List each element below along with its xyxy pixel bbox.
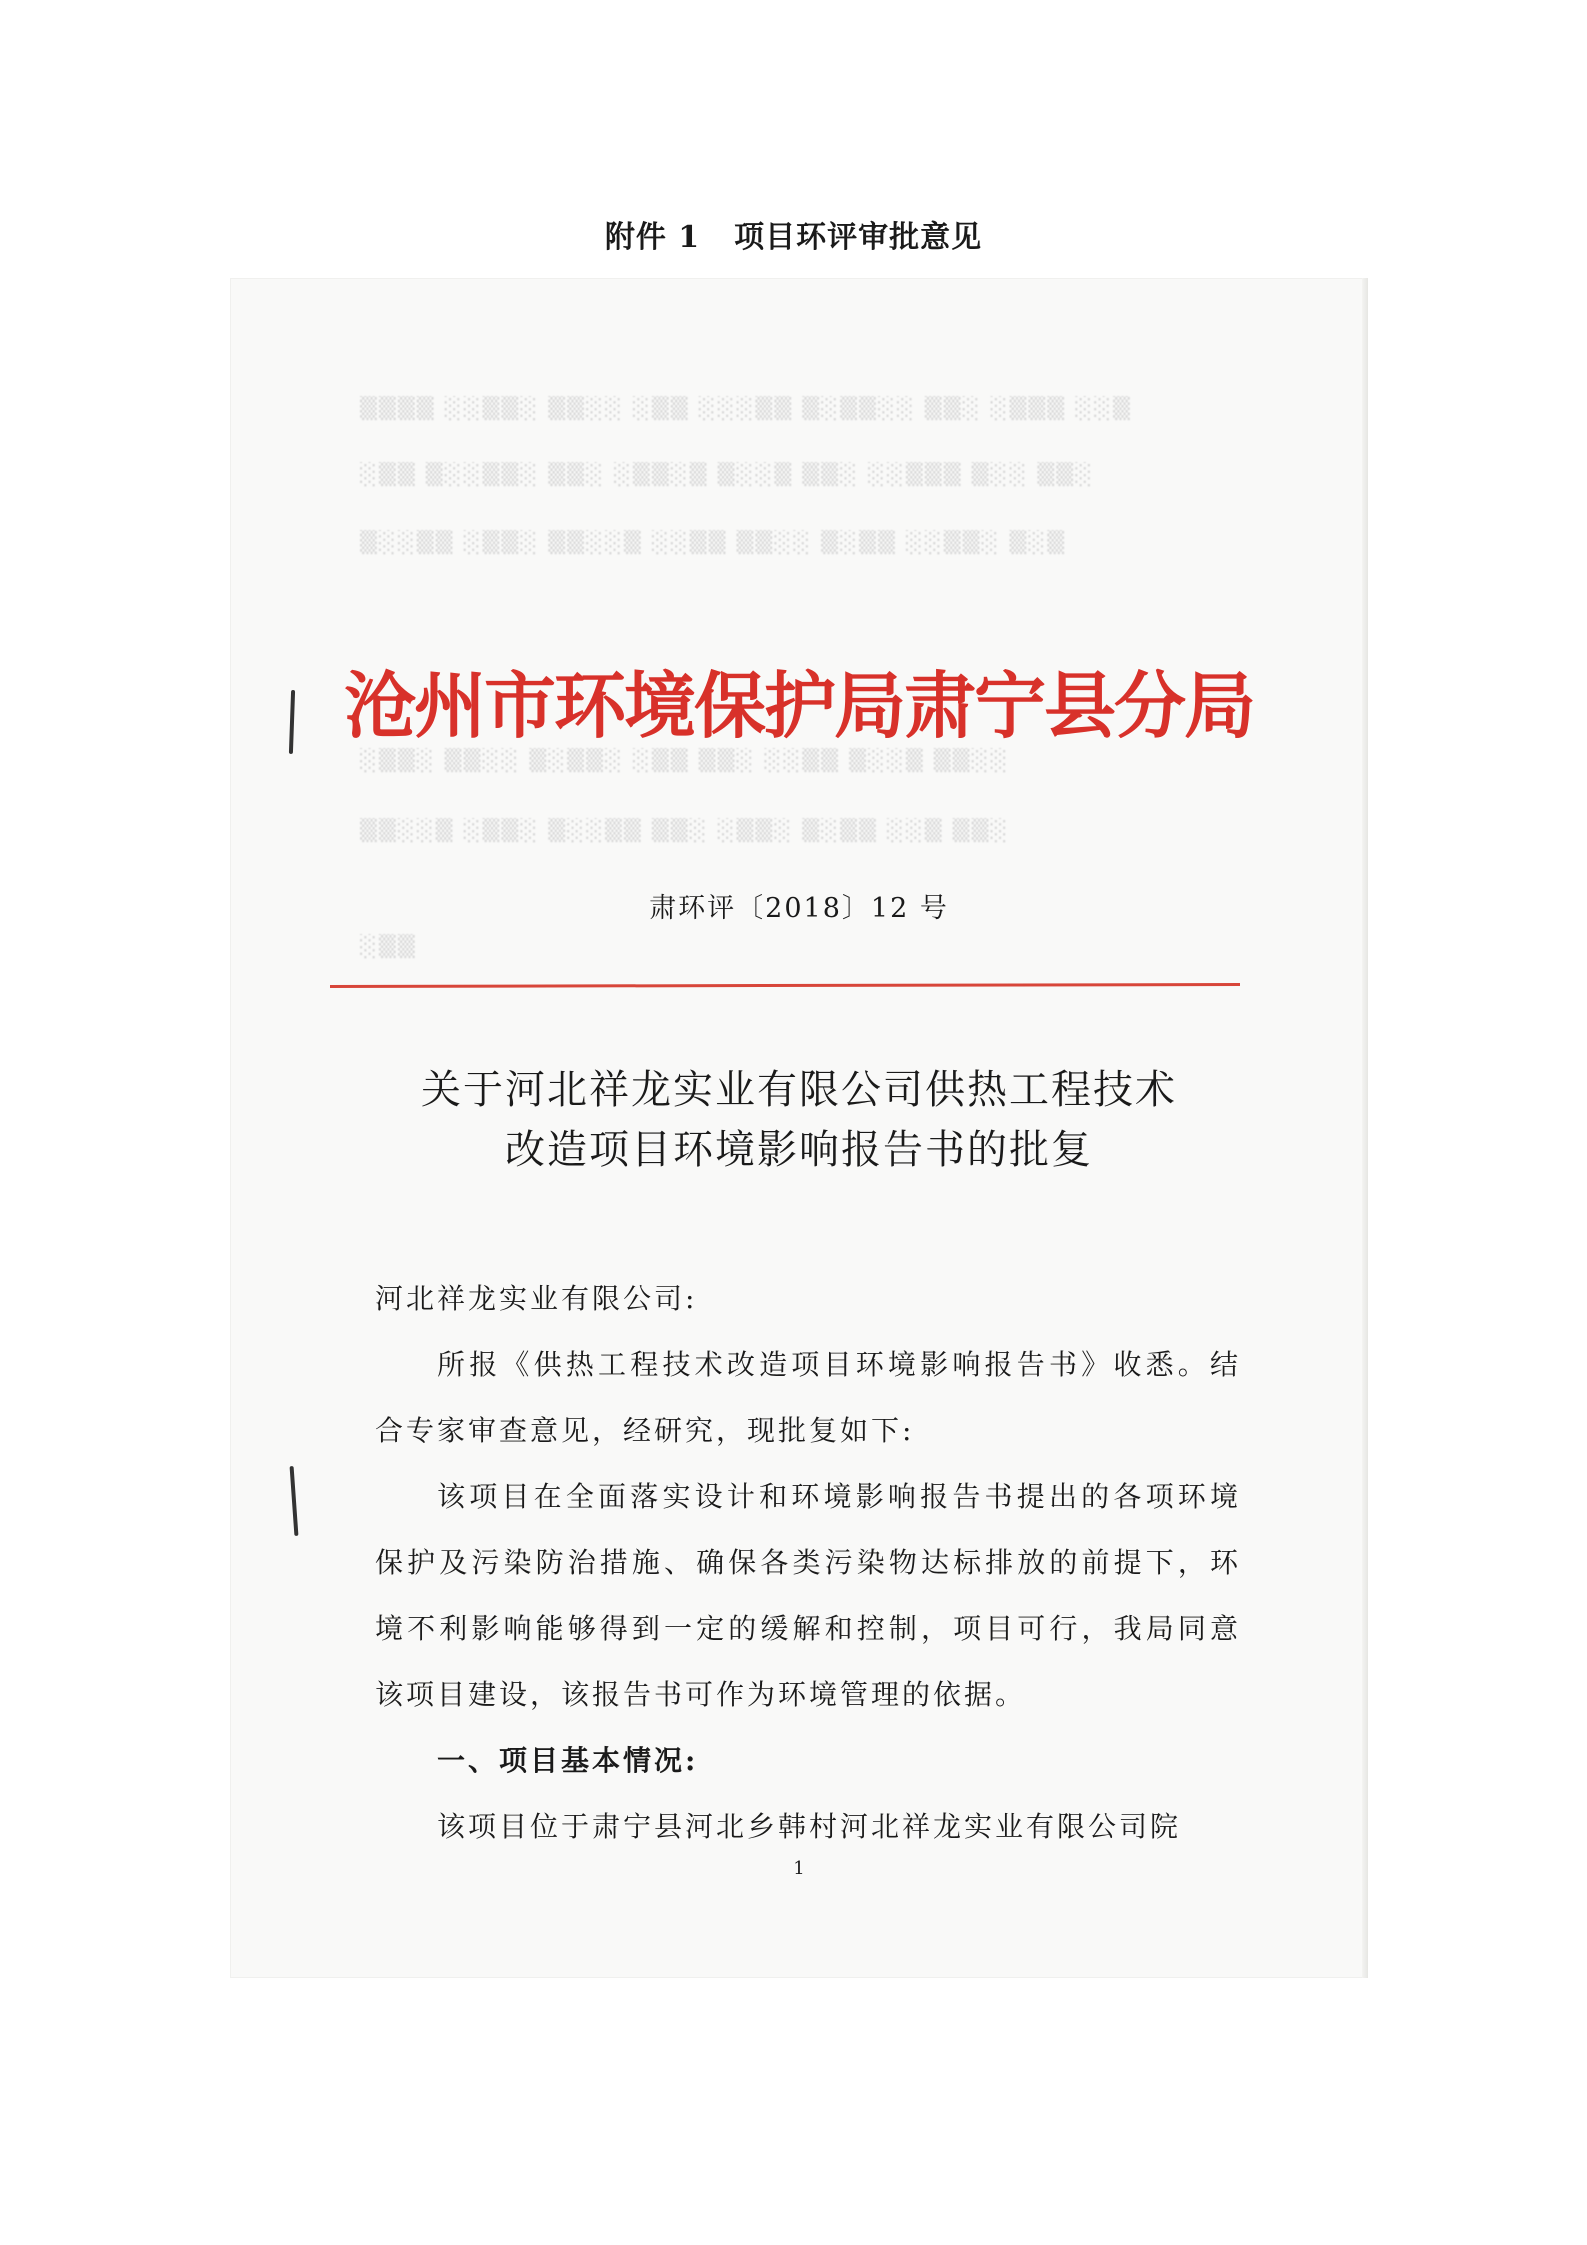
document-body	[375, 1266, 1241, 1860]
section-1-heading: 一、项目基本情况:	[437, 1744, 699, 1777]
show-through-line: ░▒▒░ ▒▒░░ ▒░▒▒░ ░▒▒ ▒▒░ ░░▒▒ ▒░░▒ ▒▒░░	[360, 748, 1010, 773]
attachment-title: 项目环评审批意见	[734, 220, 983, 255]
document-number: 肃环评〔2018〕12 号	[649, 893, 949, 924]
page-number: 1	[793, 1858, 805, 1879]
document-title	[230, 1060, 1368, 1180]
show-through-line: ▒▒░░▒ ░▒▒░ ▒░░▒▒ ▒▒░ ░▒▒░ ▒░▒▒ ░░▒ ▒▒░	[360, 818, 1010, 843]
document-title-line-2: 改造项目环境影响报告书的批复	[505, 1127, 1093, 1173]
binder-hole-mark	[290, 1466, 299, 1536]
paragraph-3: 该项目位于肃宁县河北乡韩村河北祥龙实业有限公司院	[437, 1810, 1182, 1843]
attachment-label: 附件 1	[604, 220, 701, 255]
document-title-line-1: 关于河北祥龙实业有限公司供热工程技术	[421, 1067, 1177, 1113]
attachment-heading	[0, 212, 1587, 256]
show-through-line: ░▒▒	[360, 934, 417, 959]
scanned-document	[230, 278, 1368, 1978]
addressee: 河北祥龙实业有限公司:	[375, 1282, 698, 1315]
red-separator-line	[330, 983, 1240, 988]
show-through-line: ▒▒▒▒ ░░▒▒░ ▒▒░░ ░▒▒ ░░░▒▒ ▒░▒▒░░ ▒▒░ ░▒▒▒ ░░▒	[360, 396, 1132, 421]
show-through-line: ░▒▒ ▒░░▒▒░ ▒▒░ ░▒▒░▒ ▒░░▒ ▒▒░ ░░▒▒▒ ▒░░ ▒▒░	[360, 462, 1095, 487]
bureau-name-letterhead: 沧州市环境保护局肃宁县分局	[343, 663, 1254, 748]
paragraph-2: 该项目在全面落实设计和环境影响报告书提出的各项环境保护及污染防治措施、确保各类污染物达标排放的前提下，环境不利影响能够得到一定的缓解和控制，项目可行，我局同意该项目建设，该报告书可作为环境管理的依据。	[375, 1480, 1241, 1711]
show-through-line: ▒░░▒▒ ░▒▒░ ▒▒░░▒ ░░▒▒ ▒▒░░ ▒░▒▒ ░░▒▒░ ▒░▒	[360, 530, 1067, 555]
paragraph-1: 所报《供热工程技术改造项目环境影响报告书》收悉。结合专家审查意见，经研究，现批复如下:	[375, 1348, 1241, 1447]
